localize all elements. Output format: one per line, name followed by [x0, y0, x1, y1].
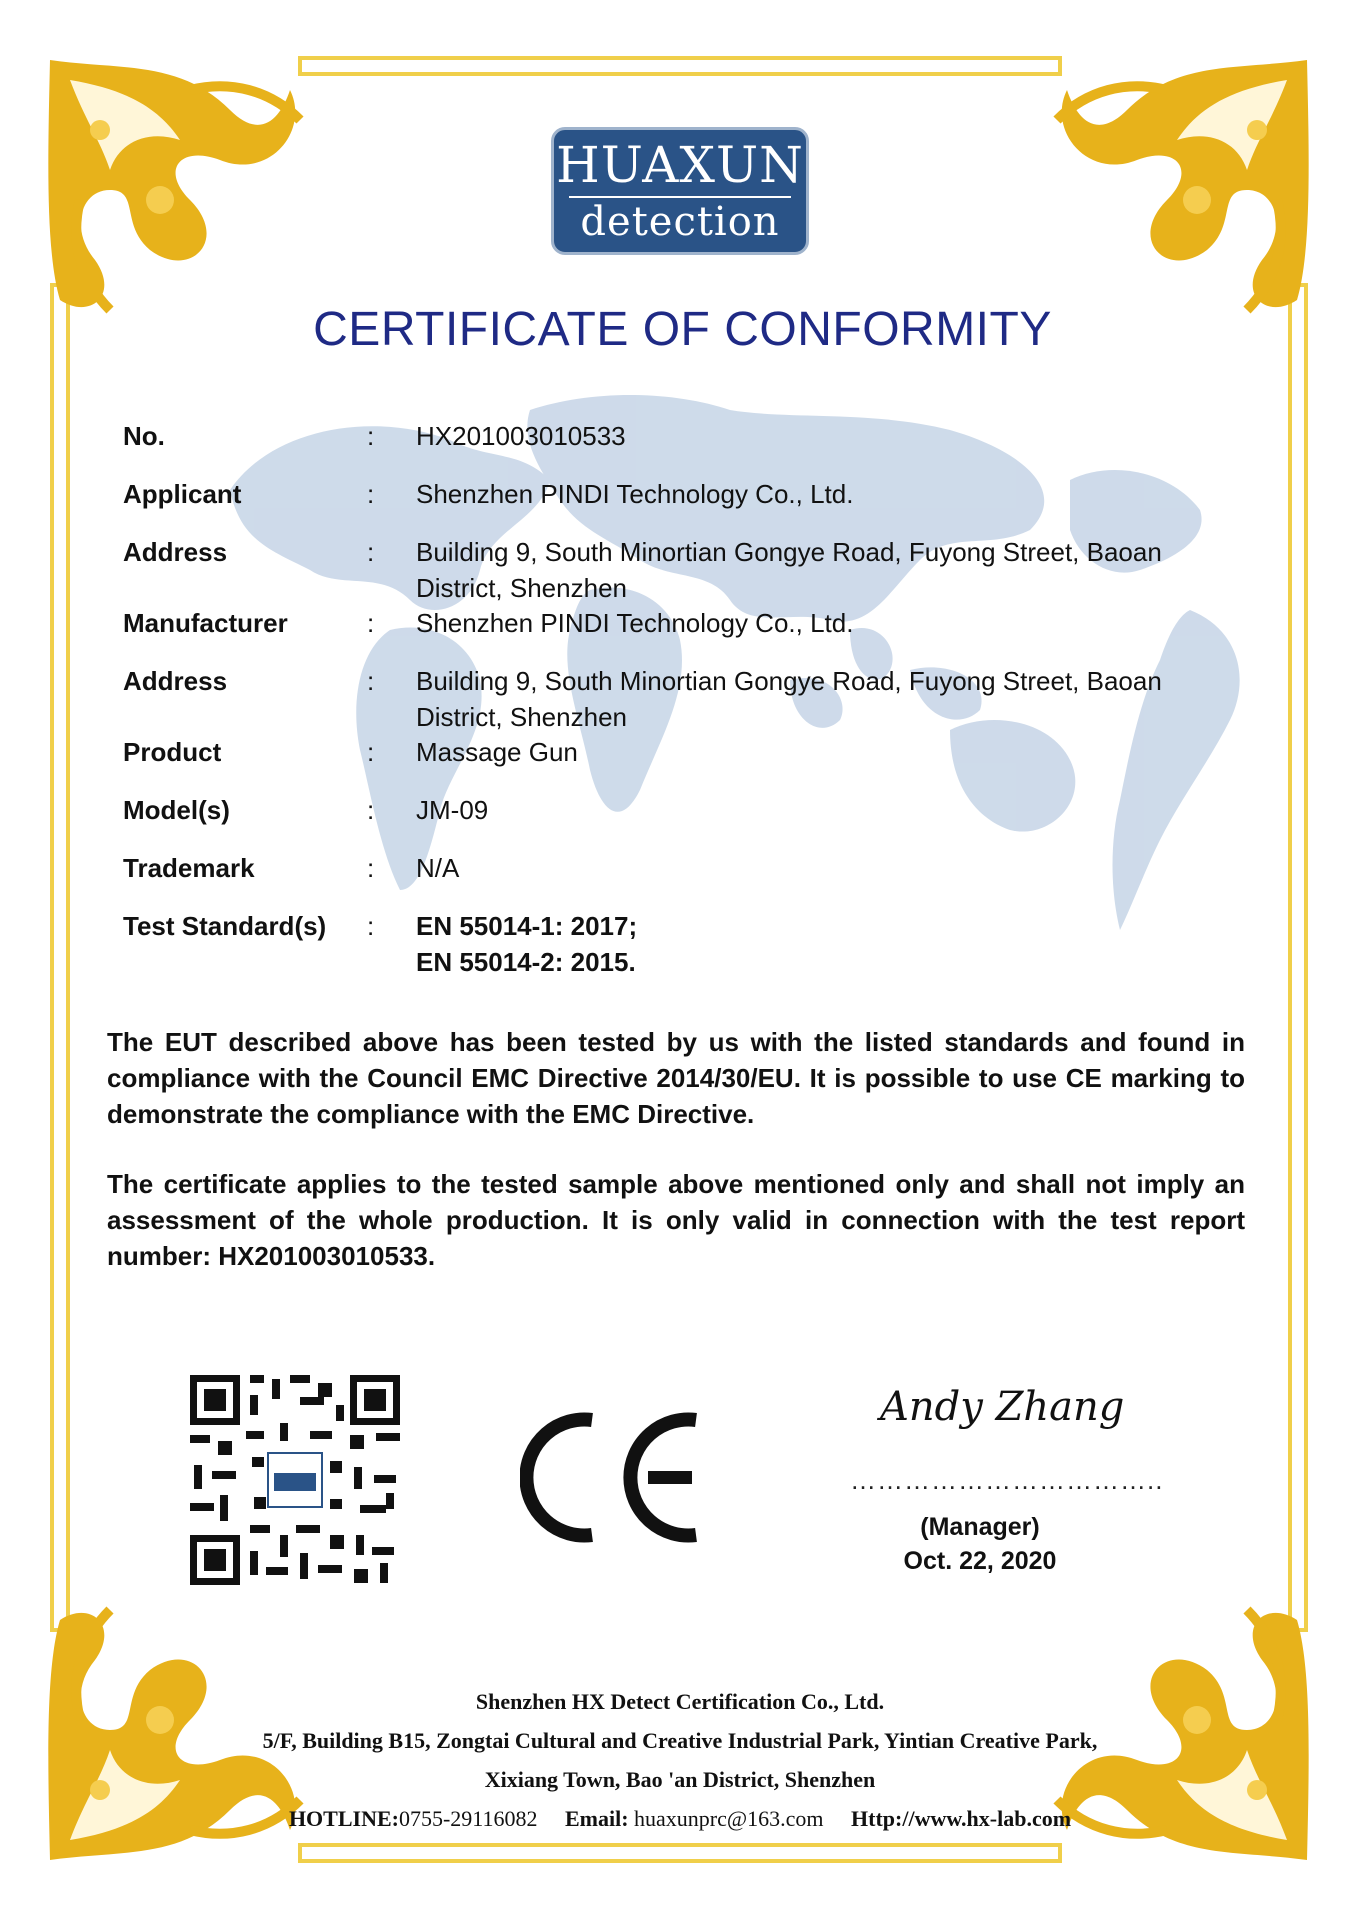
field-value	[416, 850, 1226, 886]
field-value	[416, 734, 1226, 770]
field-label: Product	[123, 737, 222, 767]
field-value	[416, 792, 1226, 828]
field-value	[416, 534, 1226, 606]
signature-text: Andy Zhang	[880, 1384, 1125, 1430]
ce-mark	[520, 1410, 706, 1545]
signer-role: (Manager)	[920, 1513, 1040, 1541]
field-value-line: JM-09	[416, 795, 489, 825]
field-value-line: Building 9, South Minortian Gongye Road, Fuyong Street, Baoan	[416, 537, 1162, 567]
field-colon: :	[367, 421, 375, 451]
email-label: Email:	[564, 1806, 629, 1831]
field-value-line: N/A	[416, 853, 460, 883]
field-label: Manufacturer	[123, 608, 288, 638]
logo-line-2: detection	[580, 199, 780, 245]
signature-date: Oct. 22, 2020	[903, 1547, 1057, 1575]
field-label: Trademark	[123, 853, 255, 883]
field-label: Test Standard(s)	[123, 911, 327, 941]
field-label: Address	[123, 537, 228, 567]
field-value-line: District, Shenzhen	[416, 702, 627, 732]
field-value	[416, 476, 1226, 512]
field-label: Address	[123, 666, 228, 696]
website-link[interactable]: Http://www.hx-lab.com	[851, 1806, 1072, 1831]
email-address[interactable]: huaxunprc@163.com	[634, 1806, 824, 1831]
compliance-paragraph: The EUT described above has been tested by us with the listed standards and found in compliance with the Council EMC Directive 2014/30/EU. It is possible to use CE marking to demonstrate the compliance with the EMC Directive.	[107, 1027, 1245, 1129]
field-label: Applicant	[123, 479, 242, 509]
qr-code	[190, 1375, 400, 1585]
scope-paragraph: The certificate applies to the tested sample above mentioned only and shall not imply an assessment of the whole production. It is only valid in connection with the test report number: HX201003010533.	[107, 1169, 1245, 1271]
field-value-line: Shenzhen PINDI Technology Co., Ltd.	[416, 479, 854, 509]
field-colon: :	[367, 795, 375, 825]
field-value-line: HX201003010533	[416, 421, 626, 451]
signature-image	[870, 1370, 1140, 1440]
field-value	[416, 605, 1226, 641]
field-value	[416, 908, 1226, 980]
field-colon: :	[367, 479, 375, 509]
footer-address-line-2: Xixiang Town, Bao 'an District, Shenzhen	[484, 1767, 876, 1792]
field-colon: :	[367, 666, 375, 696]
footer-company: Shenzhen HX Detect Certification Co., Ltd.	[475, 1689, 885, 1714]
footer-contact	[180, 1804, 1180, 1834]
footer-address-line-1: 5/F, Building B15, Zongtai Cultural and Creative Industrial Park, Yintian Creative Park,	[262, 1728, 1098, 1753]
field-value-line: Building 9, South Minortian Gongye Road, Fuyong Street, Baoan	[416, 666, 1162, 696]
field-value-line: EN 55014-2: 2015.	[416, 947, 636, 977]
field-value	[416, 418, 1226, 454]
field-colon: :	[367, 911, 375, 941]
hotline-label: HOTLINE:	[288, 1806, 399, 1831]
field-colon: :	[367, 608, 375, 638]
field-value	[416, 663, 1226, 735]
field-colon: :	[367, 537, 375, 567]
field-value-line: Shenzhen PINDI Technology Co., Ltd.	[416, 608, 854, 638]
field-value-line: Massage Gun	[416, 737, 578, 767]
field-label: Model(s)	[123, 795, 230, 825]
field-value-line: District, Shenzhen	[416, 573, 627, 603]
signature-line: ……………………………..	[850, 1465, 1164, 1495]
field-colon: :	[367, 853, 375, 883]
field-colon: :	[367, 737, 375, 767]
certificate-title: CERTIFICATE OF CONFORMITY	[313, 303, 1052, 356]
field-label: No.	[123, 421, 165, 451]
field-value-line: EN 55014-1: 2017;	[416, 911, 638, 941]
logo-line-1: HUAXUN	[556, 136, 804, 194]
signer-block	[850, 1510, 1110, 1578]
huaxun-logo	[551, 127, 809, 255]
hotline-number: 0755-29116082	[398, 1806, 538, 1831]
